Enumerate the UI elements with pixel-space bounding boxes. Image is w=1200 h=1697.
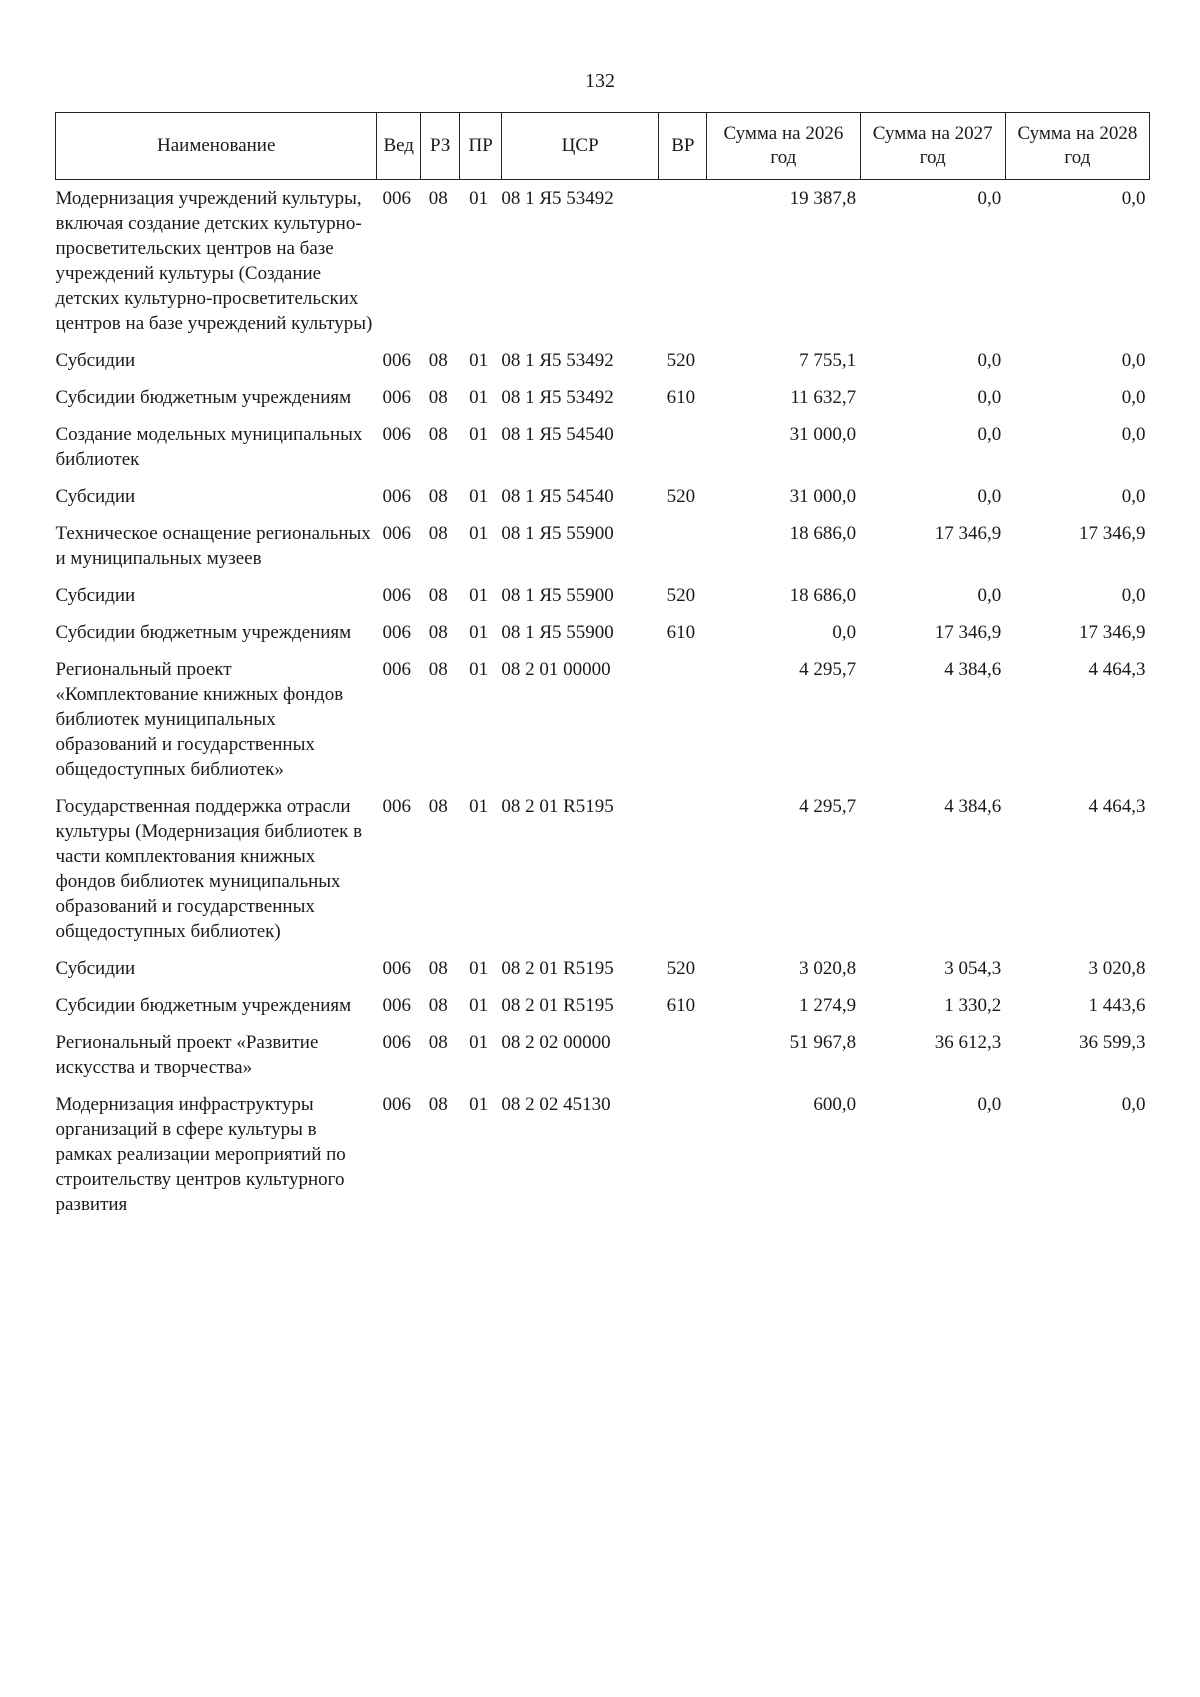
row-csr: 08 1 Я5 53492 [501,188,614,209]
row-pr: 01 [469,958,489,979]
row-vr [659,1086,707,1223]
row-sum-2026: 0,0 [832,622,857,643]
row-sum-2027: 3 054,3 [944,958,1002,979]
row-vr: 520 [666,585,696,606]
row-rz: 08 [428,523,448,544]
row-vr: 610 [666,622,696,643]
row-sum-2027: 0,0 [977,350,1002,371]
row-vr [659,515,707,577]
row-rz: 08 [428,387,448,408]
header-sum-2027: Сумма на 2027 год [860,113,1005,180]
row-sum-2028: 36 599,3 [1079,1032,1146,1053]
row-vr: 610 [666,387,696,408]
header-rz: РЗ [421,113,460,180]
row-sum-2027: 4 384,6 [944,659,1002,680]
row-ved: 006 [382,796,411,817]
row-name: Техническое оснащение региональных и муниципальных музеев [55,523,371,569]
row-sum-2027: 0,0 [977,1094,1002,1115]
row-ved: 006 [382,424,411,445]
row-pr: 01 [469,585,489,606]
row-sum-2027: 0,0 [977,585,1002,606]
header-sum-2026: Сумма на 2026 год [707,113,860,180]
row-name: Субсидии бюджетным учреждениям [55,622,352,643]
row-sum-2027: 36 612,3 [934,1032,1002,1053]
row-pr: 01 [469,424,489,445]
row-sum-2026: 18 686,0 [789,523,857,544]
row-ved: 006 [382,659,411,680]
row-ved: 006 [382,622,411,643]
row-sum-2028: 4 464,3 [1088,659,1146,680]
row-name: Региональный проект «Комплектование книжных фондов библиотек муниципальных образований и государственных общедоступных библиотек» [55,659,344,780]
header-csr: ЦСР [501,113,659,180]
row-rz: 08 [428,188,448,209]
row-sum-2026: 19 387,8 [789,188,857,209]
row-sum-2027: 4 384,6 [944,796,1002,817]
row-rz: 08 [428,1032,448,1053]
row-sum-2028: 0,0 [1121,188,1146,209]
row-csr: 08 1 Я5 55900 [501,622,614,643]
row-sum-2026: 600,0 [813,1094,857,1115]
row-ved: 006 [382,350,411,371]
table-row [56,987,1150,1024]
row-sum-2026: 7 755,1 [799,350,857,371]
row-rz: 08 [428,486,448,507]
row-name: Субсидии бюджетным учреждениям [55,387,352,408]
table-row [56,416,1150,478]
row-pr: 01 [469,796,489,817]
table-row [56,478,1150,515]
row-sum-2028: 0,0 [1121,424,1146,445]
row-vr: 520 [666,486,696,507]
row-sum-2028: 17 346,9 [1079,622,1146,643]
row-sum-2028: 3 020,8 [1088,958,1146,979]
table-row [56,515,1150,577]
row-vr: 520 [666,958,696,979]
row-sum-2026: 11 632,7 [790,387,857,408]
row-sum-2028: 0,0 [1121,1094,1146,1115]
row-pr: 01 [469,622,489,643]
row-name: Субсидии [55,350,136,371]
row-sum-2028: 0,0 [1121,387,1146,408]
table-row [56,379,1150,416]
row-csr: 08 2 02 45130 [501,1094,611,1115]
table-row [56,614,1150,651]
row-pr: 01 [469,1094,489,1115]
table-row [56,950,1150,987]
row-sum-2028: 17 346,9 [1079,523,1146,544]
row-csr: 08 1 Я5 53492 [501,350,614,371]
header-ved: Вед [377,113,421,180]
row-pr: 01 [469,523,489,544]
row-pr: 01 [469,188,489,209]
row-ved: 006 [382,585,411,606]
table-row [56,651,1150,788]
table-header-row [56,113,1150,180]
row-rz: 08 [428,796,448,817]
row-sum-2027: 0,0 [977,486,1002,507]
budget-table [55,112,1150,1223]
row-ved: 006 [382,1094,411,1115]
row-sum-2026: 3 020,8 [799,958,857,979]
row-csr: 08 2 01 00000 [501,659,611,680]
row-sum-2026: 4 295,7 [799,659,857,680]
row-csr: 08 1 Я5 53492 [501,387,614,408]
row-pr: 01 [469,659,489,680]
table-row [56,180,1150,343]
row-rz: 08 [428,350,448,371]
row-sum-2026: 31 000,0 [789,486,857,507]
row-ved: 006 [382,387,411,408]
table-row [56,788,1150,950]
row-vr [659,416,707,478]
row-rz: 08 [428,1094,448,1115]
header-name: Наименование [56,113,377,180]
row-rz: 08 [428,622,448,643]
row-ved: 006 [382,523,411,544]
row-sum-2028: 0,0 [1121,350,1146,371]
row-name: Модернизация инфраструктуры организаций в сфере культуры в рамках реализации мероприятий по строительству центров культурного развития [55,1094,346,1215]
page-number: 132 [585,70,615,92]
row-rz: 08 [428,585,448,606]
row-rz: 08 [428,958,448,979]
row-csr: 08 2 01 R5195 [501,958,614,979]
row-sum-2027: 0,0 [977,387,1002,408]
row-name: Субсидии [55,585,136,606]
row-ved: 006 [382,188,411,209]
row-sum-2028: 0,0 [1121,585,1146,606]
table-row [56,1024,1150,1086]
row-name: Региональный проект «Развитие искусства и творчества» [55,1032,319,1078]
row-csr: 08 2 02 00000 [501,1032,611,1053]
row-csr: 08 2 01 R5195 [501,995,614,1016]
row-sum-2026: 31 000,0 [789,424,857,445]
row-sum-2027: 17 346,9 [934,622,1002,643]
row-sum-2028: 4 464,3 [1088,796,1146,817]
header-pr: ПР [460,113,501,180]
row-pr: 01 [469,486,489,507]
row-sum-2027: 0,0 [977,188,1002,209]
row-vr [659,1024,707,1086]
row-sum-2026: 18 686,0 [789,585,857,606]
row-vr [659,180,707,343]
row-rz: 08 [428,995,448,1016]
row-sum-2027: 0,0 [977,424,1002,445]
row-sum-2027: 1 330,2 [944,995,1002,1016]
row-csr: 08 1 Я5 55900 [501,523,614,544]
row-name: Модернизация учреждений культуры, включая создание детских культурно-просветительских центров на базе учреждений культуры (Создание детских культурно-просветительских центров на базе учреждений культуры) [55,188,373,334]
row-vr: 520 [666,350,696,371]
row-csr: 08 1 Я5 55900 [501,585,614,606]
row-pr: 01 [469,1032,489,1053]
row-ved: 006 [382,486,411,507]
row-sum-2028: 0,0 [1121,486,1146,507]
row-name: Субсидии [55,486,136,507]
row-vr: 610 [666,995,696,1016]
row-sum-2026: 51 967,8 [789,1032,857,1053]
row-sum-2028: 1 443,6 [1088,995,1146,1016]
row-sum-2027: 17 346,9 [934,523,1002,544]
row-sum-2026: 4 295,7 [799,796,857,817]
header-vr: ВР [659,113,707,180]
row-name: Субсидии [55,958,136,979]
row-pr: 01 [469,995,489,1016]
row-sum-2026: 1 274,9 [799,995,857,1016]
row-ved: 006 [382,1032,411,1053]
row-pr: 01 [469,350,489,371]
row-pr: 01 [469,387,489,408]
row-rz: 08 [428,424,448,445]
row-ved: 006 [382,995,411,1016]
row-vr [659,788,707,950]
row-name: Субсидии бюджетным учреждениям [55,995,352,1016]
row-ved: 006 [382,958,411,979]
row-name: Создание модельных муниципальных библиотек [55,424,363,470]
header-sum-2028: Сумма на 2028 год [1005,113,1149,180]
table-row [56,577,1150,614]
table-row [56,1086,1150,1223]
row-csr: 08 1 Я5 54540 [501,424,614,445]
row-csr: 08 2 01 R5195 [501,796,614,817]
row-csr: 08 1 Я5 54540 [501,486,614,507]
table-row [56,342,1150,379]
row-rz: 08 [428,659,448,680]
row-vr [659,651,707,788]
row-name: Государственная поддержка отрасли культуры (Модернизация библиотек в части комплектования книжных фондов библиотек муниципальных образований и государственных общедоступных библиотек) [55,796,363,942]
